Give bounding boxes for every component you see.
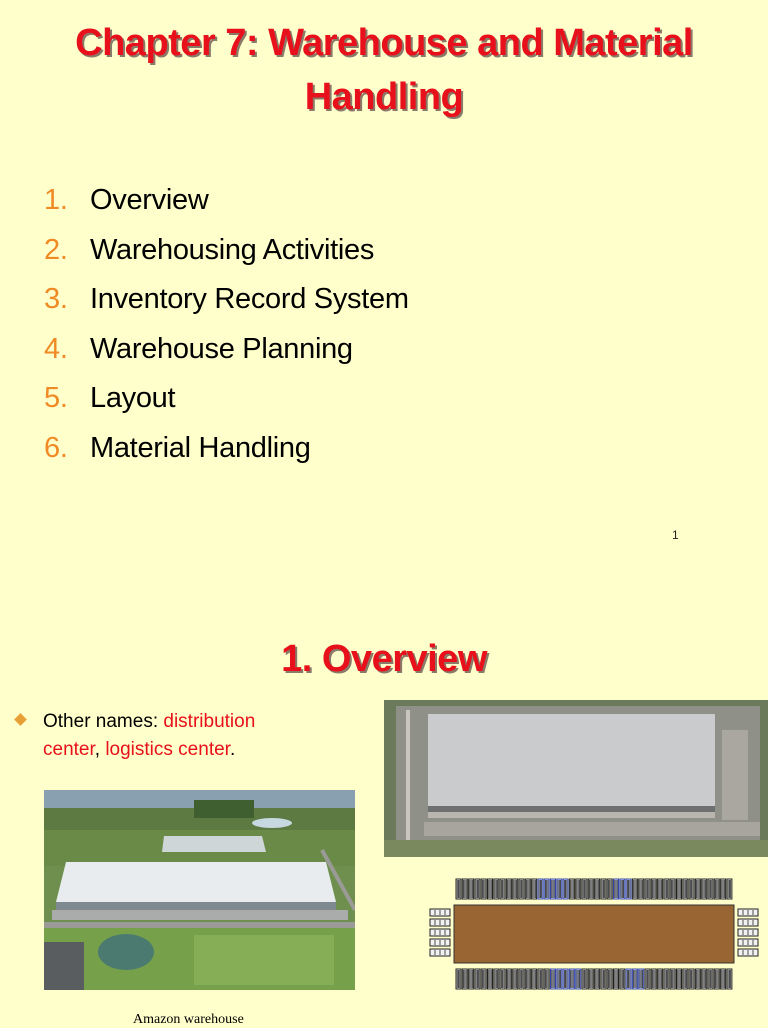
truck-icon	[658, 969, 663, 989]
truck-icon	[469, 969, 474, 989]
truck-icon	[614, 969, 619, 989]
truck-icon	[620, 879, 625, 899]
truck-icon	[563, 879, 568, 899]
truck-icon	[727, 969, 732, 989]
truck-icon	[430, 929, 450, 936]
truck-icon	[607, 879, 612, 899]
truck-icon	[500, 879, 505, 899]
page-number: 1	[672, 528, 679, 542]
truck-icon	[525, 879, 530, 899]
truck-icon	[738, 949, 758, 956]
truck-icon	[689, 969, 694, 989]
truck-icon	[702, 969, 707, 989]
term-distribution-center: distribution center	[43, 711, 256, 760]
truck-icon	[620, 969, 625, 989]
truck-icon	[494, 879, 499, 899]
outline-number: 6.	[44, 431, 68, 464]
photo-caption: Amazon warehouse	[133, 1012, 244, 1027]
truck-icon	[738, 919, 758, 926]
truck-icon	[639, 969, 644, 989]
truck-icon	[569, 969, 574, 989]
truck-icon	[645, 969, 650, 989]
truck-icon	[721, 969, 726, 989]
truck-icon	[456, 969, 461, 989]
outline-item	[44, 374, 409, 424]
truck-icon	[544, 969, 549, 989]
truck-icon	[595, 879, 600, 899]
truck-icon	[601, 879, 606, 899]
outline-number: 5.	[44, 382, 68, 414]
truck-icon	[430, 949, 450, 956]
outline-number: 1.	[44, 184, 68, 216]
truck-icon	[506, 969, 511, 989]
truck-icon	[506, 879, 511, 899]
truck-icon	[588, 969, 593, 989]
truck-icon	[513, 969, 518, 989]
truck-icon	[582, 969, 587, 989]
truck-icon	[538, 879, 543, 899]
truck-icon	[702, 879, 707, 899]
outline-item	[44, 226, 409, 276]
truck-icon	[595, 969, 600, 989]
truck-icon	[532, 879, 537, 899]
truck-icon	[708, 879, 713, 899]
truck-icon	[519, 969, 524, 989]
truck-icon	[525, 969, 530, 989]
truck-icon	[683, 879, 688, 899]
truck-icon	[430, 919, 450, 926]
truck-icon	[430, 939, 450, 946]
bullet-prefix: Other names:	[43, 711, 164, 732]
truck-icon	[551, 969, 556, 989]
outline-label: Warehouse Planning	[90, 332, 353, 365]
truck-icon	[714, 969, 719, 989]
outline-label: Layout	[90, 382, 176, 414]
outline-number: 4.	[44, 332, 68, 365]
truck-icon	[632, 969, 637, 989]
truck-icon	[494, 969, 499, 989]
truck-icon	[569, 879, 574, 899]
truck-icon	[645, 879, 650, 899]
truck-icon	[513, 879, 518, 899]
truck-icon	[626, 879, 631, 899]
truck-icon	[456, 879, 461, 899]
truck-icon	[588, 879, 593, 899]
outline-label: Inventory Record System	[90, 283, 409, 315]
truck-icon	[670, 969, 675, 989]
truck-icon	[563, 969, 568, 989]
truck-icon	[601, 969, 606, 989]
warehouse-aerial-photo	[44, 790, 355, 990]
truck-icon	[738, 929, 758, 936]
truck-icon	[738, 939, 758, 946]
term-logistics-center: logistics center	[105, 739, 230, 760]
truck-icon	[576, 969, 581, 989]
truck-icon	[683, 969, 688, 989]
truck-icon	[532, 969, 537, 989]
truck-icon	[614, 879, 619, 899]
outline-item	[44, 424, 409, 474]
truck-icon	[481, 969, 486, 989]
outline-item	[44, 275, 409, 325]
truck-icon	[469, 879, 474, 899]
truck-icon	[689, 879, 694, 899]
bullet-text	[16, 708, 306, 764]
outline-number: 2.	[44, 233, 68, 266]
truck-icon	[677, 879, 682, 899]
truck-icon	[462, 969, 467, 989]
truck-icon	[607, 969, 612, 989]
truck-icon	[708, 969, 713, 989]
truck-icon	[538, 969, 543, 989]
slide-2	[0, 560, 768, 1027]
truck-icon	[488, 879, 493, 899]
truck-icon	[651, 969, 656, 989]
truck-icon	[695, 969, 700, 989]
truck-icon	[632, 879, 637, 899]
section-title: 1. Overview	[281, 638, 487, 680]
truck-icon	[557, 879, 562, 899]
warehouse-floor	[454, 905, 734, 963]
truck-icon	[488, 969, 493, 989]
outline-label: Material Handling	[90, 431, 311, 464]
truck-icon	[670, 879, 675, 899]
truck-icon	[500, 969, 505, 989]
chapter-title: Chapter 7: Warehouse and Material Handling	[75, 22, 693, 118]
truck-icon	[430, 909, 450, 916]
truck-icon	[639, 879, 644, 899]
truck-icon	[721, 879, 726, 899]
truck-icon	[519, 879, 524, 899]
truck-icon	[582, 879, 587, 899]
truck-icon	[481, 879, 486, 899]
truck-icon	[551, 879, 556, 899]
bullet-suffix: .	[229, 739, 236, 760]
outline-item	[44, 325, 409, 375]
truck-icon	[714, 879, 719, 899]
truck-icon	[462, 879, 467, 899]
bullet-point	[16, 708, 306, 764]
truck-icon	[658, 879, 663, 899]
truck-icon	[664, 879, 669, 899]
truck-icon	[557, 969, 562, 989]
outline-label: Warehousing Activities	[90, 233, 375, 266]
truck-icon	[544, 879, 549, 899]
truck-icon	[738, 909, 758, 916]
outline-number: 3.	[44, 283, 68, 315]
truck-icon	[475, 879, 480, 899]
outline-item	[44, 176, 409, 226]
truck-icon	[475, 969, 480, 989]
truck-icon	[695, 879, 700, 899]
bullet-separator: ,	[94, 739, 106, 760]
truck-icon	[651, 879, 656, 899]
dock-layout-diagram	[428, 875, 760, 995]
outline-label: Overview	[90, 184, 209, 216]
truck-icon	[677, 969, 682, 989]
warehouse-top-view-photo	[384, 700, 768, 857]
chapter-outline	[44, 176, 409, 473]
truck-icon	[664, 969, 669, 989]
truck-icon	[727, 879, 732, 899]
truck-icon	[626, 969, 631, 989]
truck-icon	[576, 879, 581, 899]
